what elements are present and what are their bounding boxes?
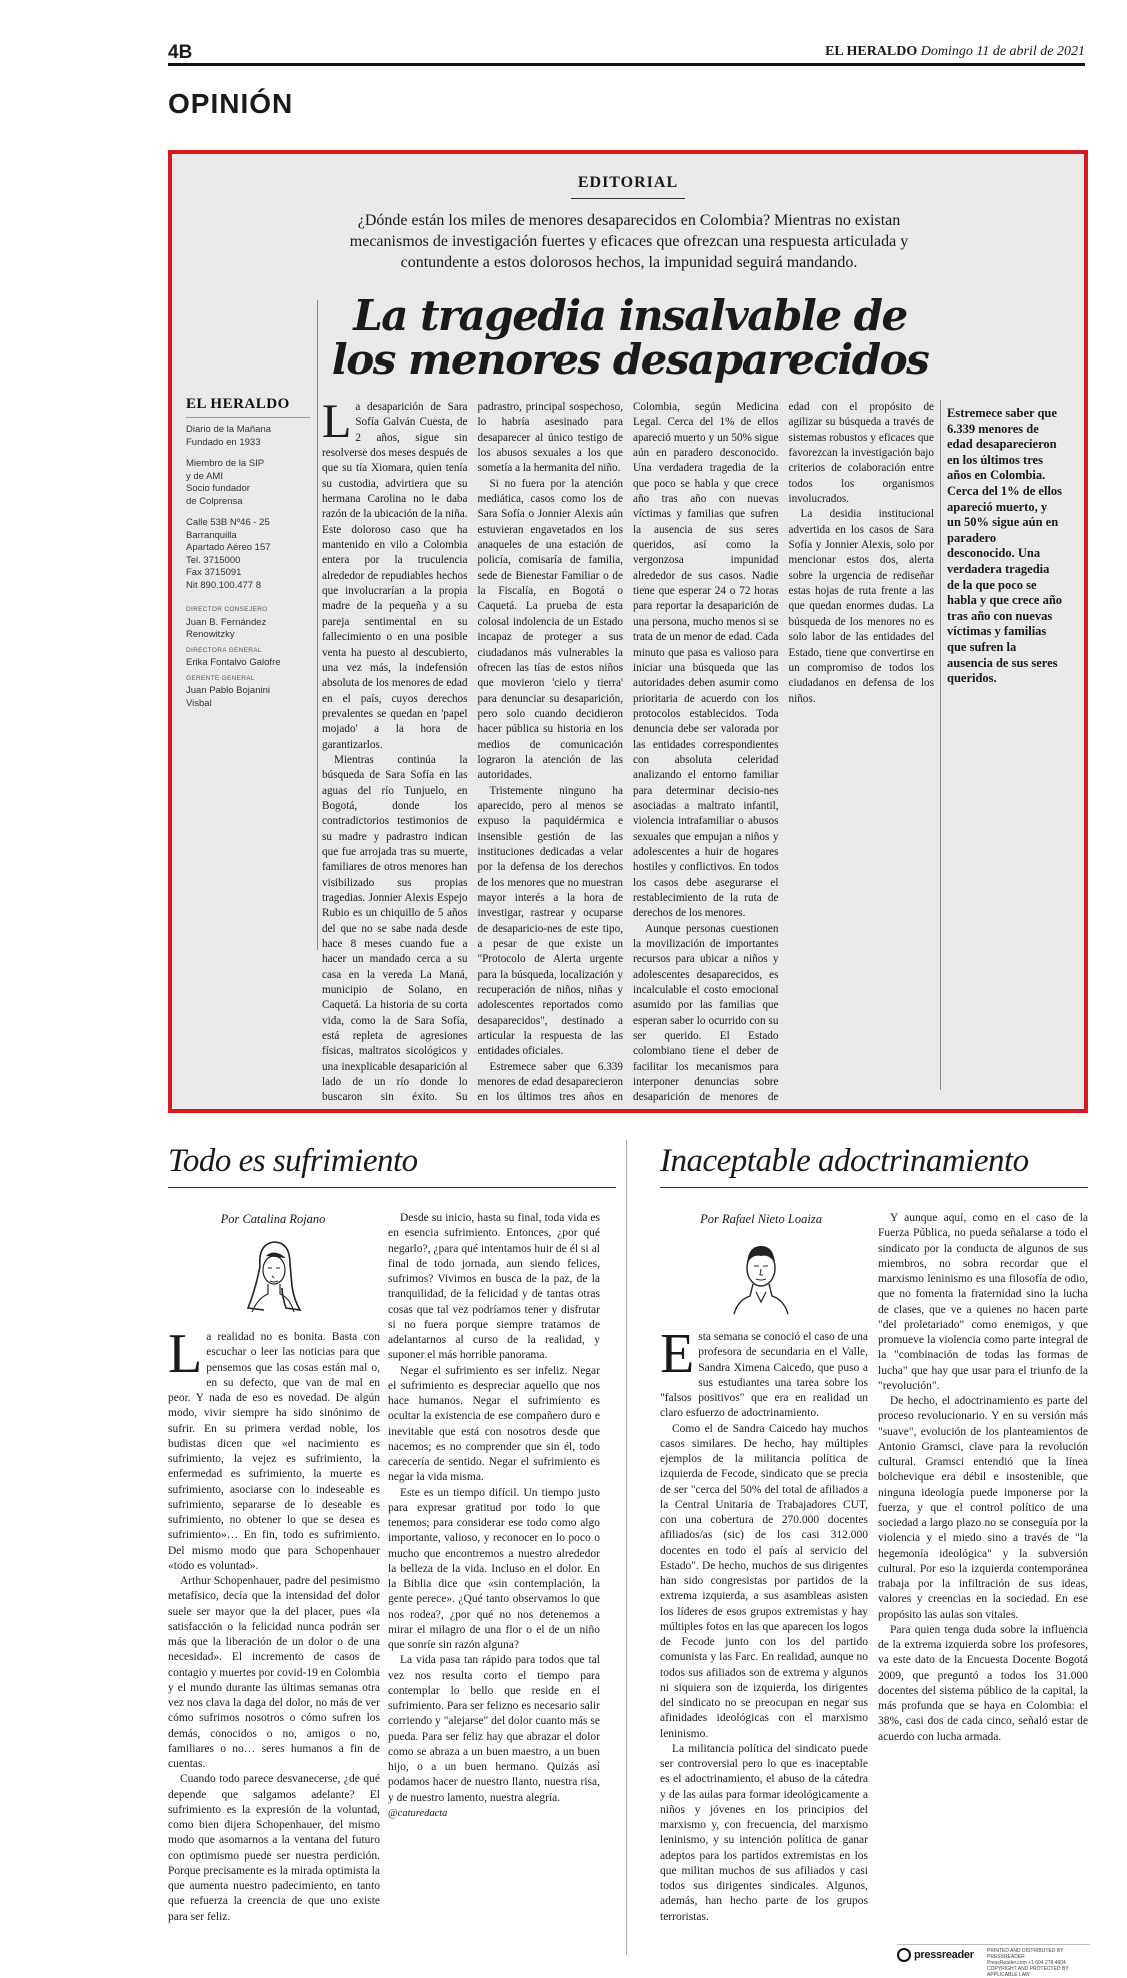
masthead-address: Fax 3715091 <box>186 567 242 578</box>
column-text-left-b <box>388 1211 600 1941</box>
headline-line-2: los menores desaparecidos <box>331 335 929 384</box>
masthead-line: Miembro de la SIP <box>186 458 265 469</box>
column-paragraph: Para quien tenga duda sobre la influencia de la extrema izquierda sobre los profesores, va este dato de la Encuesta Docente Bogotá 2009, que preguntó a todos los 31.000 docentes del sistema público de la capital, la más profunda que se haya en Colombia: el 38%, casi dos de cada cinco, señaló estar de acuerdo con lucha armada. <box>878 1623 1088 1743</box>
editorial-deck: ¿Dónde están los miles de menores desaparecidos en Colombia? Mientras no existan mecanismos de investigación fuertes y eficaces que ofrezcan una respuesta articulada y contundente a estos dolorosos hechos, la impunidad seguirá mandando. <box>349 212 909 271</box>
dateline <box>825 44 1085 60</box>
print-notice: PRINTED AND DISTRIBUTED BY PRESSREADER PressReader.com +1 604 278 4604 COPYRIGHT AND PROTECTED BY APPLICABLE LAW <box>987 1948 1069 1978</box>
column-paragraph: Y aunque aquí, como en el caso de la Fuerza Pública, no pueda señalarse a todo el sindicato por la conducta de algunos de sus miembros, no sobra recordar que el marxismo leninismo es una filosofía de odio, que no fomenta la fraternidad sino la lucha de clases, que ve a quienes no hacen parte "del proletariado" como enemigos, y que promueve la violencia como parte integral de la "combinación de todas las formas de lucha" que hay que usar para el triunfo de la "revolución". <box>878 1212 1088 1392</box>
column-paragraph: Desde su inicio, hasta su final, toda vida es en esencia sufrimiento. Entonces, ¿por qué negarlo?, ¿para qué intentamos huir de él si al final de todo jornada, aun siendo felices, sufrimos? Vivimos en busca de la paz, de la tranquilidad, de la felicidad y de tantas otras cosas que tal vez podríamos tener y disfrutar si no fuera porque siempre tratamos de adelantarnos al curso de la realidad, y suponer el más horrible panorama. <box>388 1212 600 1362</box>
masthead-role-label: DIRECTORA GENERAL <box>186 646 262 654</box>
pressreader-logo-icon <box>897 1948 911 1962</box>
column-divider <box>940 400 941 1090</box>
kicker-rule <box>571 198 685 199</box>
headline-line-1: La tragedia insalvable de <box>353 291 907 340</box>
masthead-line: Socio fundador <box>186 483 250 494</box>
masthead-address: Nit 890.100.477 8 <box>186 579 262 591</box>
column-text-right-a <box>660 1323 868 1942</box>
editorial-paragraph: Estremece saber que 6.339 menores de edad desaparecieron en los últimos tres años en Colombia, según Medicina Legal. Cerca del 1% de ellos apareció muerto y un 50% sigue aún en paradero desconocido. Una verdadera tragedia de la que poco se habla y que crece año tras año con nuevas víctimas y familias que sufren la ausencia de sus seres queridos, así como la vergonzosa impunidad alrededor de sus casos. Nadie tiene que esperar 24 o 72 horas para reportar la desaparición de una persona, mucho menos si se trata de un menor de edad. Cada minuto que pasa es valioso para iniciar una búsqueda que las autoridades deben asumir como prioritaria de acuerdo con los protocolos establecidos. Toda denuncia debe ser valorada por las entidades correspondientes con absoluta celeridad analizando el entorno familiar para determinar decisio-nes asociadas a maltrato infantil, violencia intrafamiliar o abusos sexuales que empujan a niños y adolescentes a huir de hogares hostiles y conflictivos. En todos los casos debe asegurarse el restablecimiento de la ruta de derechos de los menores. <box>477 401 779 1104</box>
editorial-paragraph: La desaparición de Sara Sofía Galván Cuesta, de 2 años, sigue sin resolverse dos meses después de que su tía Xiomara, quien tenía su custodia, advirtiera que su hermana Carolina no le daba razón de la ubicación de la niña. Este doloroso caso que ha mantenido en vilo a Colombia entera por la truculencia alrededor de repudiables hechos que involucrarían a la propia madre de la pequeña y a su pareja sentimental en su fallecimiento o en una posible venta ha puesto al descubierto, una vez más, la indefensión absoluta de los menores de edad en el país, cuyos derechos prevalentes se quedan en 'papel mojado' a la hora de garantizarlos. <box>322 395 468 751</box>
masthead-address: Calle 53B Nº46 - 25 <box>186 517 270 528</box>
column-paragraph: Negar el sufrimiento es ser infeliz. Negar el sufrimiento es despreciar aquello que nos hace humanos. Negar el sufrimiento es ocultar la existencia de ese compañero duro e inevitable que está con nosotros desde que nacemos; es no comprender que sin él, todo carecería de sentido. Negar el sufrimiento es negar la vida misma. <box>388 1364 600 1484</box>
drop-cap: L <box>322 395 352 448</box>
masthead-name: Visbal <box>186 697 212 709</box>
newspaper-name: EL HERALDO <box>825 44 918 59</box>
page-header <box>168 40 1085 66</box>
column-paragraph: De hecho, el adoctrinamiento es parte del proceso revolucionario. Y en su versión más "suave", evolución de los planteamientos de Antonio Gramsci, clave para la revolución cultural. Gramsci entendió que la línea bolchevique era débil e insostenible, que ninguna ideología puede imponerse por la fuerza, y que el control político de una sociedad a largo plazo no se conseguía por la violencia y el miedo sino a través de "la hegemonía ideológica" y la subversión cultural. Por eso la izquierda contemporánea trabaja por la infiltración de sus ideas, valores y creencias en la sociedad. En ese propósito las aulas son vitales. <box>878 1395 1088 1621</box>
column-text-right-b <box>878 1211 1088 1936</box>
masthead-line: Fundado en 1933 <box>186 436 261 448</box>
pull-quote: Estremece saber que 6.339 menores de edad desaparecieron en los últimos tres años en Colombia. Cerca del 1% de ellos apareció muerto, y un 50% sigue aún en paradero desconocido. Una verdadera tragedia de la que poco se habla y que crece año tras año con nuevas víctimas y familias que sufren la ausencia de sus seres queridos. <box>947 406 1063 686</box>
illustrated-woman-portrait-icon <box>238 1236 308 1314</box>
masthead <box>186 396 310 710</box>
section-title: OPINIÓN <box>168 88 294 119</box>
editorial-paragraph: La desidia institucional advertida en los casos de Sara Sofía y Jonnier Alexis, solo por mencionar estos dos, alerta sobre la urgencia de rediseñar estas hojas de ruta frente a las que quedan enormes dudas. La búsqueda de los menores no es solo labor de las entidades del Estado, tiene que convertirse en un compromiso de todos los ciudadanos en defensa de los niños. <box>788 508 934 705</box>
masthead-role-label: GERENTE GENERAL <box>186 674 255 682</box>
issue-date: Domingo 11 de abril de 2021 <box>920 44 1085 59</box>
column-divider <box>626 1140 627 1955</box>
byline-left: Por Catalina Rojano <box>220 1212 326 1226</box>
editorial-paragraph: Tristemente ninguno ha aparecido, pero al menos se expuso la paquidérmica e insensible gestión de las instituciones dedicadas a velar por la defensa de los derechos de los menores que no muestran mayor interés a la hora de investigar, rastrear y ocuparse de desaparicio-nes de este tipo, a pesar de que existe un "Protocolo de Alerta urgente para la búsqueda, localización y recuperación de niños, niñas y adolescentes reportados como desaparecidos", destinado a articular la respuesta de las entidades oficiales. <box>477 784 623 1058</box>
drop-cap: E <box>660 1323 695 1385</box>
masthead-name: Renowitzky <box>186 629 235 640</box>
column-paragraph: Cuando todo parece desvanecerse, ¿de qué depende que salgamos adelante? El sufrimiento es la expresión de la voluntad, como bien dijera Schopenhauer, del mismo modo que asomarnos a la ventana del futuro con optimismo puede ser nuestra perdición. Porque precisamente es la mirada optimista la que aumenta nuestro padecimiento, en tanto que refuerza la creencia de que uno existe para ser feliz. <box>168 1773 380 1923</box>
title-rule <box>660 1187 1088 1188</box>
editorial-box <box>168 150 1088 1113</box>
column-paragraph: La militancia política del sindicato puede ser controversial pero lo que es inaceptable es el adoctrinamiento, el abuso de la cátedra y de las aulas para formar ideológicamente a niños y jóvenes en los principios del marxismo y, con frecuencia, del marxismo leninismo, y su intención política de ganar adeptos para los partidos extremistas en los que militan muchos de sus afiliados y casi todos sus dirigentes sindicales. Algunos, además, han hecho parte de los grupos terroristas. <box>660 1742 868 1923</box>
masthead-name: Juan Pablo Bojanini <box>186 685 270 696</box>
masthead-name: Erika Fontalvo Galofre <box>186 657 281 668</box>
column-paragraph: Como el de Sandra Caicedo hay muchos casos similares. De hecho, hay múltiples ejemplos de la militancia política de izquierda de Fecode, sindicato que se precia de ser "cerca del 50% del total de afiliados a la Central Unitaria de Trabajadores CUT, con una cobertura de 270.000 docentes afiliados/as (sic) de los casi 312.000 docentes en todo el país al servicio del Estado". De hecho, muchos de sus dirigentes han sido congresistas por partidos de la extrema izquierda, a sus asambleas asisten los líderes de esos grupos extremistas y hay múltiples fotos en las que aparecen los logos de Fecode junto con los del partido comunista y las Farc. En realidad, aunque no todos sus afiliados son de extrema y algunos ni siquiera son de izquierda, los dirigentes del sindicato no se preocupan en negar sus afinidades ideológicas con el marxismo leninismo. <box>660 1422 868 1740</box>
column-paragraph: La realidad no es bonita. Basta con escuchar o leer las noticias para que pensemos que las cosas están mal o, en su defecto, que van de mal en peor. Y nada de eso es novedad. De algún modo, vivir siempre ha sido sinónimo de sufrir. En su primera verdad noble, los budistas dicen que «el nacimiento es sufrimiento, la vejez es sufrimiento, la enfermedad es sufrimiento, la muerte es sufrimiento, asociarse con lo indeseable es sufrimiento, separarse de lo deseable es sufrimiento, no obtener lo que se desea es sufrimiento»… En fin, todo es sufrimiento. Del mismo modo que para Schopenhauer «todo es voluntad». <box>168 1323 380 1572</box>
masthead-line: de Colprensa <box>186 495 243 507</box>
column-divider <box>317 300 318 950</box>
column-title-left: Todo es sufrimiento <box>168 1143 418 1179</box>
illustrated-man-portrait-icon <box>726 1236 796 1314</box>
masthead-line: y de AMI <box>186 470 223 482</box>
masthead-address: Tel. 3715000 <box>186 554 241 566</box>
column-paragraph: Este es un tiempo difícil. Un tiempo justo para expresar gratitud por todo lo que tenemos; para considerar ese todo como algo importante, valioso, y reconocer en lo poco o mucho que encontremos a nuestro alrededor la belleza de la vida. Incluso en el dolor. En la Biblia dice que «sin contemplación, la gente perece». ¿Qué tanto observamos lo que nos rodea?, ¿por qué no nos detenemos a mirar el milagro de una flor o el de un niño que sonríe sin razón alguna? <box>388 1486 600 1651</box>
editorial-headline <box>327 291 933 384</box>
masthead-address: Apartado Aéreo 157 <box>186 542 271 553</box>
drop-cap: L <box>168 1323 203 1385</box>
editorial-paragraph: Mientras continúa la búsqueda de Sara Sofía en las aguas del río Tunjuelo, en Bogotá, donde los contradictorios testimonios de su madre y padrastro indican que fue arrojada tras su muerte, familiares de otros menores han visibilizado sus propias tragedias. Jonnier Alexis Espejo Rubio es un chiquillo de 5 años del que no se sabe nada desde hace 8 meses cuando fue a hacer un mandado cerca a su casa en la vereda La Maná, municipio de Solano, en Caquetá. La historia de su corta vida, como la de Sara Sofía, está repleta de agresiones físicas, maltratos sicológicos y una inexplicable desaparición al lado de un río donde lo buscaron sin éxito. Su padrastro, principal sospechoso, lo habría asesinado para desaparecer al único testigo de los abusos sexuales a los que sometía a la hermanita del niño. <box>322 401 623 1104</box>
masthead-logo: EL HERALDO <box>186 396 310 418</box>
editorial-kicker: EDITORIAL <box>577 174 679 191</box>
column-paragraph: Esta semana se conoció el caso de una profesora de secundaria en el Valle, Sandra Ximena Caicedo, que puso a sus estudiantes una tarea sobre los "falsos positivos" que era en realidad un claro esfuerzo de adoctrinamiento. <box>660 1323 868 1420</box>
editorial-paragraph: Si no fuera por la atención mediática, casos como los de Sara Sofía o Jonnier Alexis aún estuvieran engavetados en los anaqueles de una estación de policía, comisaría de familia, sede de Bienestar Familiar o de la Fiscalía, en Bogotá o Caquetá. La prueba de esta colosal indolencia de un Estado incapaz de proteger a sus ciudadanos más vulnerables la ofrecen las tías de estos niños que movieron 'cielo y tierra' para denunciar su desaparición, pero solo cuando decidieron hacer pública su historia en los medios de comunicación lograron la atención de las autoridades. <box>477 477 623 782</box>
title-rule <box>168 1187 616 1188</box>
column-paragraph: La vida pasa tan rápido para todos que tal vez nos resulta corto el tiempo para contemplar lo bello que reside en el sufrimiento. Para ser felizno es necesario salir corriendo y "alejarse" del dolor cuanto más se pueda. Para ser feliz hay que abrazar el dolor como se abraza a un buen maestro, a un buen hijo, o a un buen hermano. Quizás así podamos hacer de nuestro llanto, nuestra risa, y de nuestro lamento, nuestra alegría. <box>388 1654 600 1804</box>
author-handle: @caturedacta <box>388 1807 448 1819</box>
editorial-body <box>322 395 934 1106</box>
masthead-role-label: DIRECTOR CONSEJERO <box>186 606 268 613</box>
masthead-line: Diario de la Mañana <box>186 424 272 435</box>
editorial-paragraph: Aunque personas cuestionen la movilización de importantes recursos para ubicar a niños y adolescentes desaparecidos, es incalculable el costo emocional asumido por las familias que esperan saber lo ocurrido con su ser querido. El Estado colombiano tiene el deber de facilitar los mecanismos para interponer denuncias sobre desaparición de menores de edad con el propósito de agilizar su búsqueda a través de sistemas robustos y eficaces que favorezcan la investigación bajo criterios de colaboración entre todos los organismos involucrados. <box>633 401 934 1104</box>
masthead-address: Barranquilla <box>186 529 237 541</box>
pressreader-logo: pressreader <box>897 1948 974 1962</box>
masthead-name: Juan B. Fernández <box>186 616 267 628</box>
pressreader-footer <box>897 1944 1090 1978</box>
column-paragraph: Arthur Schopenhauer, padre del pesimismo metafísico, decía que la intensidad del dolor suele ser mayor que la del placer, pues «la satisfacción o la felicidad nunca podrán ser más que la liberación de un dolor o de una necesidad». El incremento de casos de contagio y muertes por covid-19 en Colombia y el mundo durante las últimas semanas otra vez nos clava la daga del dolor, no más de ver cómo sufrimos nosotros o cómo sufren los demás, conocidos o no, amigos o no, familiares o no… seres humanos a fin de cuentas. <box>168 1575 380 1770</box>
page-number: 4B <box>168 42 193 63</box>
column-title-right: Inaceptable adoctrinamiento <box>660 1143 1029 1179</box>
column-text-left-a <box>168 1323 380 1940</box>
byline-right: Por Rafael Nieto Loaiza <box>700 1212 822 1226</box>
